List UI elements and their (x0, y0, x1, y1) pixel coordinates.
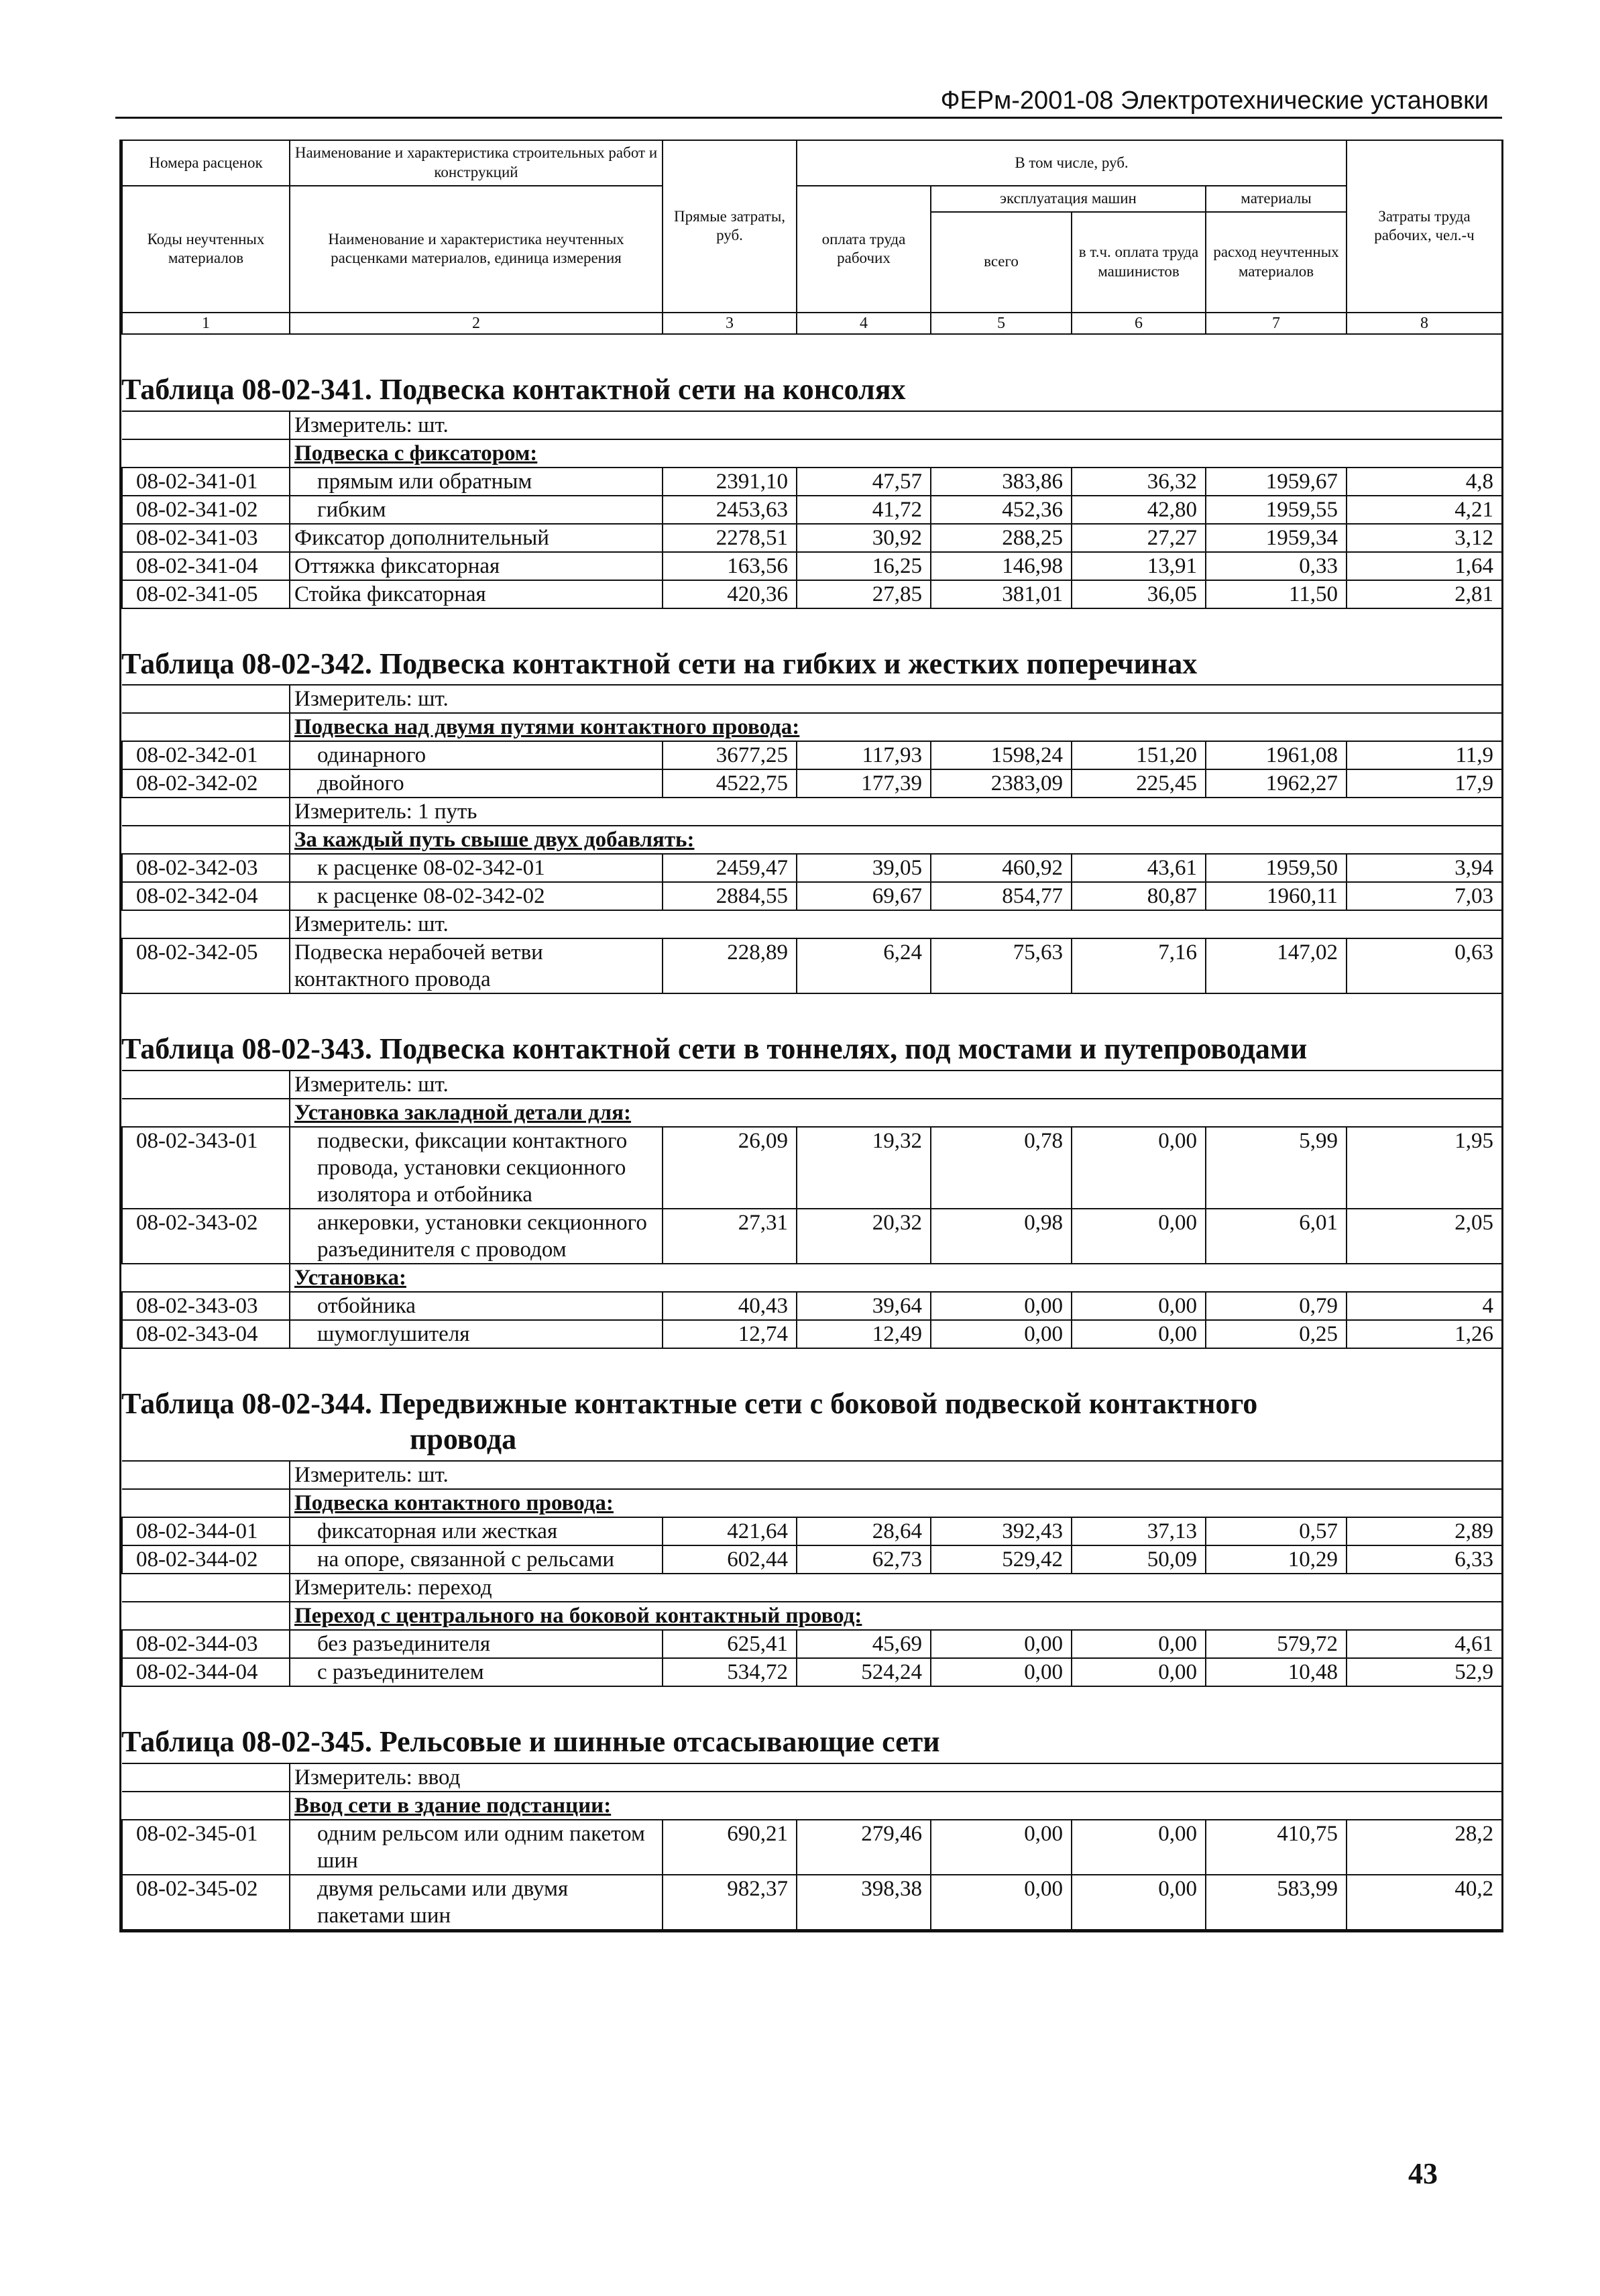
labor-costs-value: 1,26 (1347, 1320, 1502, 1348)
rate-code: 08-02-342-02 (122, 769, 290, 798)
direct-costs-value: 228,89 (663, 938, 797, 993)
operator-pay-value: 0,00 (1072, 1292, 1206, 1320)
label-text: Подвеска с фиксатором: (294, 441, 538, 466)
label-spacer (122, 1489, 290, 1517)
material-usage-value: 579,72 (1206, 1630, 1347, 1658)
label-spacer (122, 1264, 290, 1292)
labor-costs-value: 4,8 (1347, 468, 1502, 496)
table-title-text: Таблица 08-02-343. Подвеска контактной сети в тоннелях, под мостами и путепроводами (121, 1032, 1308, 1066)
direct-costs-value: 27,31 (663, 1209, 797, 1264)
rate-row (122, 1545, 1502, 1574)
operator-pay-value: 7,16 (1072, 938, 1206, 993)
material-usage-value: 1959,67 (1206, 468, 1347, 496)
rate-code: 08-02-343-01 (122, 1127, 290, 1209)
machines-total-value: 381,01 (931, 580, 1072, 608)
rate-row (122, 769, 1502, 798)
measure-unit-label (290, 910, 1502, 938)
rate-row (122, 741, 1502, 769)
material-usage-value: 0,33 (1206, 552, 1347, 580)
label-spacer (122, 826, 290, 854)
operator-pay-value: 225,45 (1072, 769, 1206, 798)
label-text: Измеритель: шт. (294, 1073, 449, 1097)
labor-costs-value: 3,12 (1347, 524, 1502, 552)
rate-code: 08-02-344-03 (122, 1630, 290, 1658)
material-usage-value: 0,25 (1206, 1320, 1347, 1348)
rate-row (122, 1292, 1502, 1320)
operator-pay-value: 0,00 (1072, 1209, 1206, 1264)
labor-costs-value: 0,63 (1347, 938, 1502, 993)
machines-total-value: 0,00 (931, 1875, 1072, 1930)
rate-code: 08-02-342-03 (122, 854, 290, 882)
worker-pay-value: 30,92 (797, 524, 931, 552)
labor-costs-value: 2,81 (1347, 580, 1502, 608)
table-title (121, 609, 1501, 685)
page-header (115, 86, 1502, 119)
rates-table (121, 1460, 1503, 1687)
material-usage-value: 1959,55 (1206, 496, 1347, 524)
machines-total-value: 75,63 (931, 938, 1072, 993)
rate-name: на опоре, связанной с рельсами (290, 1545, 663, 1574)
operator-pay-value: 0,00 (1072, 1127, 1206, 1209)
rate-name: с разъединителем (290, 1658, 663, 1686)
group-heading (290, 826, 1502, 854)
column-number: 6 (1072, 313, 1206, 334)
rate-code: 08-02-342-01 (122, 741, 290, 769)
worker-pay-value: 41,72 (797, 496, 931, 524)
rates-table (121, 1763, 1503, 1930)
col-material-codes-header: Коды неучтенных материалов (122, 186, 290, 313)
label-spacer (122, 1574, 290, 1602)
labor-costs-value: 11,9 (1347, 741, 1502, 769)
labor-costs-value: 1,95 (1347, 1127, 1502, 1209)
measure-unit-row (122, 798, 1502, 826)
rate-code: 08-02-344-01 (122, 1517, 290, 1545)
measure-unit-row (122, 411, 1502, 439)
operator-pay-value: 36,05 (1072, 580, 1206, 608)
machines-total-value: 460,92 (931, 854, 1072, 882)
rate-code: 08-02-341-02 (122, 496, 290, 524)
rate-code: 08-02-341-03 (122, 524, 290, 552)
rate-row (122, 496, 1502, 524)
machines-total-value: 529,42 (931, 1545, 1072, 1574)
group-heading (290, 1792, 1502, 1820)
worker-pay-value: 398,38 (797, 1875, 931, 1930)
rate-name: одинарного (290, 741, 663, 769)
material-usage-value: 0,57 (1206, 1517, 1347, 1545)
rate-code: 08-02-344-04 (122, 1658, 290, 1686)
measure-unit-row (122, 1763, 1502, 1792)
machines-total-value: 0,00 (931, 1292, 1072, 1320)
direct-costs-value: 3677,25 (663, 741, 797, 769)
rate-code: 08-02-345-01 (122, 1820, 290, 1875)
rate-name: Стойка фиксаторная (290, 580, 663, 608)
material-usage-value: 5,99 (1206, 1127, 1347, 1209)
operator-pay-value: 37,13 (1072, 1517, 1206, 1545)
rate-code: 08-02-345-02 (122, 1875, 290, 1930)
rate-name: Подвеска нерабочей ветви контактного провода (290, 938, 663, 993)
material-usage-value: 1959,50 (1206, 854, 1347, 882)
label-spacer (122, 411, 290, 439)
machines-total-value: 854,77 (931, 882, 1072, 910)
rate-name: прямым или обратным (290, 468, 663, 496)
column-header-table (121, 140, 1503, 335)
operator-pay-value: 0,00 (1072, 1320, 1206, 1348)
col-work-name-header: Наименование и характеристика строительных работ и конструкций (290, 140, 663, 186)
table-title (121, 1687, 1501, 1763)
group-heading-row (122, 1099, 1502, 1127)
direct-costs-value: 690,21 (663, 1820, 797, 1875)
direct-costs-value: 534,72 (663, 1658, 797, 1686)
measure-unit-row (122, 685, 1502, 713)
machines-total-value: 0,98 (931, 1209, 1072, 1264)
operator-pay-value: 0,00 (1072, 1630, 1206, 1658)
rates-table (121, 684, 1503, 994)
worker-pay-value: 27,85 (797, 580, 931, 608)
group-heading (290, 1489, 1502, 1517)
machines-total-value: 0,00 (931, 1630, 1072, 1658)
worker-pay-value: 69,67 (797, 882, 931, 910)
group-heading (290, 713, 1502, 741)
column-number: 1 (122, 313, 290, 334)
direct-costs-value: 40,43 (663, 1292, 797, 1320)
rate-row (122, 854, 1502, 882)
direct-costs-value: 982,37 (663, 1875, 797, 1930)
machines-total-value: 452,36 (931, 496, 1072, 524)
group-heading-row (122, 713, 1502, 741)
direct-costs-value: 2459,47 (663, 854, 797, 882)
label-spacer (122, 685, 290, 713)
material-usage-value: 1961,08 (1206, 741, 1347, 769)
group-heading-row (122, 1792, 1502, 1820)
machines-total-value: 0,00 (931, 1320, 1072, 1348)
rate-code: 08-02-342-05 (122, 938, 290, 993)
worker-pay-value: 45,69 (797, 1630, 931, 1658)
labor-costs-value: 17,9 (1347, 769, 1502, 798)
rate-name: Оттяжка фиксаторная (290, 552, 663, 580)
group-heading-row (122, 439, 1502, 468)
label-text: Измеритель: шт. (294, 413, 449, 437)
rate-name: одним рельсом или одним пакетом шин (290, 1820, 663, 1875)
worker-pay-value: 279,46 (797, 1820, 931, 1875)
rate-name: Фиксатор дополнительный (290, 524, 663, 552)
rate-name: фиксаторная или жесткая (290, 1517, 663, 1545)
labor-costs-value: 52,9 (1347, 1658, 1502, 1686)
measure-unit-label (290, 1461, 1502, 1489)
operator-pay-value: 151,20 (1072, 741, 1206, 769)
table-title-text: Таблица 08-02-341. Подвеска контактной сети на консолях (121, 372, 906, 406)
labor-costs-value: 3,94 (1347, 854, 1502, 882)
machines-total-value: 0,00 (931, 1820, 1072, 1875)
table-title (121, 335, 1501, 411)
rate-row (122, 1320, 1502, 1348)
material-usage-value: 11,50 (1206, 580, 1347, 608)
direct-costs-value: 2278,51 (663, 524, 797, 552)
rate-row (122, 1820, 1502, 1875)
rates-table (121, 1070, 1503, 1349)
labor-costs-value: 6,33 (1347, 1545, 1502, 1574)
label-spacer (122, 798, 290, 826)
operator-pay-value: 0,00 (1072, 1658, 1206, 1686)
measure-unit-label (290, 411, 1502, 439)
col-operator-pay-header: в т.ч. оплата труда машинистов (1072, 212, 1206, 313)
labor-costs-value: 1,64 (1347, 552, 1502, 580)
operator-pay-value: 0,00 (1072, 1875, 1206, 1930)
direct-costs-value: 12,74 (663, 1320, 797, 1348)
operator-pay-value: 0,00 (1072, 1820, 1206, 1875)
column-number: 5 (931, 313, 1072, 334)
rate-name: анкеровки, установки секционного разъединителя с проводом (290, 1209, 663, 1264)
worker-pay-value: 47,57 (797, 468, 931, 496)
header-title: ФЕРм-2001-08 Электротехнические установки (940, 87, 1489, 115)
rate-code: 08-02-344-02 (122, 1545, 290, 1574)
rate-name: к расценке 08-02-342-02 (290, 882, 663, 910)
measure-unit-row (122, 910, 1502, 938)
rate-code: 08-02-341-01 (122, 468, 290, 496)
labor-costs-value: 40,2 (1347, 1875, 1502, 1930)
machines-total-value: 0,00 (931, 1658, 1072, 1686)
measure-unit-label (290, 1763, 1502, 1792)
column-number: 4 (797, 313, 931, 334)
material-usage-value: 0,79 (1206, 1292, 1347, 1320)
worker-pay-value: 16,25 (797, 552, 931, 580)
worker-pay-value: 39,64 (797, 1292, 931, 1320)
rate-name: двойного (290, 769, 663, 798)
measure-unit-row (122, 1071, 1502, 1099)
rate-code: 08-02-342-04 (122, 882, 290, 910)
label-text: За каждый путь свыше двух добавлять: (294, 828, 695, 853)
table-title-text: Таблица 08-02-345. Рельсовые и шинные отсасывающие сети (121, 1725, 940, 1758)
label-text: Установка: (294, 1266, 406, 1291)
label-spacer (122, 1763, 290, 1792)
label-spacer (122, 1602, 290, 1630)
group-heading-row (122, 1489, 1502, 1517)
column-number: 7 (1206, 313, 1347, 334)
label-spacer (122, 1099, 290, 1127)
group-heading (290, 439, 1502, 468)
measure-unit-row (122, 1574, 1502, 1602)
rate-code: 08-02-343-02 (122, 1209, 290, 1264)
col-direct-costs-header: Прямые затраты, руб. (663, 140, 797, 313)
label-text: Установка закладной детали для: (294, 1101, 632, 1126)
rate-name: подвески, фиксации контактного провода, установки секционного изолятора и отбойника (290, 1127, 663, 1209)
label-text: Ввод сети в здание подстанции: (294, 1793, 612, 1818)
direct-costs-value: 2884,55 (663, 882, 797, 910)
machines-total-value: 0,78 (931, 1127, 1072, 1209)
group-heading (290, 1264, 1502, 1292)
operator-pay-value: 80,87 (1072, 882, 1206, 910)
operator-pay-value: 42,80 (1072, 496, 1206, 524)
machines-total-value: 146,98 (931, 552, 1072, 580)
measure-unit-row (122, 1461, 1502, 1489)
machines-total-value: 288,25 (931, 524, 1072, 552)
rate-row (122, 1658, 1502, 1686)
col-materials-header: материалы (1206, 186, 1347, 212)
group-heading-row (122, 1264, 1502, 1292)
operator-pay-value: 27,27 (1072, 524, 1206, 552)
material-usage-value: 6,01 (1206, 1209, 1347, 1264)
rate-name: к расценке 08-02-342-01 (290, 854, 663, 882)
table-title-text: Таблица 08-02-342. Подвеска контактной сети на гибких и жестких поперечинах (121, 647, 1198, 680)
direct-costs-value: 420,36 (663, 580, 797, 608)
label-spacer (122, 713, 290, 741)
worker-pay-value: 62,73 (797, 1545, 931, 1574)
rates-document (119, 140, 1503, 1932)
label-text: Измеритель: шт. (294, 1462, 449, 1487)
labor-costs-value: 28,2 (1347, 1820, 1502, 1875)
machines-total-value: 1598,24 (931, 741, 1072, 769)
labor-costs-value: 2,05 (1347, 1209, 1502, 1264)
group-heading-row (122, 1602, 1502, 1630)
direct-costs-value: 2453,63 (663, 496, 797, 524)
rate-row (122, 1630, 1502, 1658)
rate-row (122, 524, 1502, 552)
direct-costs-value: 602,44 (663, 1545, 797, 1574)
worker-pay-value: 12,49 (797, 1320, 931, 1348)
labor-costs-value: 4 (1347, 1292, 1502, 1320)
worker-pay-value: 39,05 (797, 854, 931, 882)
col-including-header: В том числе, руб. (797, 140, 1347, 186)
rate-row (122, 1127, 1502, 1209)
col-material-name-header: Наименование и характеристика неучтенных расценками материалов, единица измерения (290, 186, 663, 313)
worker-pay-value: 6,24 (797, 938, 931, 993)
machines-total-value: 2383,09 (931, 769, 1072, 798)
group-heading (290, 1602, 1502, 1630)
direct-costs-value: 4522,75 (663, 769, 797, 798)
col-material-usage-header: расход неучтенных материалов (1206, 212, 1347, 313)
rate-row (122, 882, 1502, 910)
page-number: 43 (1408, 2157, 1438, 2190)
worker-pay-value: 177,39 (797, 769, 931, 798)
rate-code: 08-02-343-03 (122, 1292, 290, 1320)
col-machines-header: эксплуатация машин (931, 186, 1206, 212)
label-text: Измеритель: шт. (294, 687, 449, 712)
label-text: Измеритель: шт. (294, 912, 449, 937)
direct-costs-value: 2391,10 (663, 468, 797, 496)
rate-row (122, 580, 1502, 608)
machines-total-value: 392,43 (931, 1517, 1072, 1545)
table-title (121, 1349, 1501, 1460)
material-usage-value: 10,48 (1206, 1658, 1347, 1686)
rate-name: шумоглушителя (290, 1320, 663, 1348)
column-number: 3 (663, 313, 797, 334)
material-usage-value: 1960,11 (1206, 882, 1347, 910)
worker-pay-value: 28,64 (797, 1517, 931, 1545)
table-title-text: Таблица 08-02-344. Передвижные контактные сети с боковой подвеской контактного (121, 1387, 1258, 1421)
column-number: 2 (290, 313, 663, 334)
group-heading (290, 1099, 1502, 1127)
direct-costs-value: 421,64 (663, 1517, 797, 1545)
table-title (121, 994, 1501, 1070)
col-rate-number-header: Номера расценок (122, 140, 290, 186)
rate-row (122, 938, 1502, 993)
operator-pay-value: 13,91 (1072, 552, 1206, 580)
labor-costs-value: 7,03 (1347, 882, 1502, 910)
label-text: Измеритель: ввод (294, 1765, 461, 1790)
column-number: 8 (1347, 313, 1502, 334)
col-labor-costs-header: Затраты труда рабочих, чел.-ч (1347, 140, 1502, 313)
rate-row (122, 1209, 1502, 1264)
col-worker-pay-header: оплата труда рабочих (797, 186, 931, 313)
label-spacer (122, 910, 290, 938)
direct-costs-value: 26,09 (663, 1127, 797, 1209)
col-machines-total-header: всего (931, 212, 1072, 313)
rate-code: 08-02-341-05 (122, 580, 290, 608)
material-usage-value: 1959,34 (1206, 524, 1347, 552)
column-numbers-row (122, 313, 1502, 334)
label-text: Подвеска над двумя путями контактного провода: (294, 715, 800, 740)
operator-pay-value: 36,32 (1072, 468, 1206, 496)
label-spacer (122, 1461, 290, 1489)
label-spacer (122, 1071, 290, 1099)
measure-unit-label (290, 798, 1502, 826)
labor-costs-value: 4,21 (1347, 496, 1502, 524)
operator-pay-value: 43,61 (1072, 854, 1206, 882)
direct-costs-value: 163,56 (663, 552, 797, 580)
label-text: Измеритель: 1 путь (294, 800, 477, 824)
rate-row (122, 1517, 1502, 1545)
operator-pay-value: 50,09 (1072, 1545, 1206, 1574)
rate-code: 08-02-343-04 (122, 1320, 290, 1348)
sections-container (121, 335, 1501, 1930)
label-text: Подвеска контактного провода: (294, 1490, 614, 1515)
measure-unit-label (290, 685, 1502, 713)
material-usage-value: 583,99 (1206, 1875, 1347, 1930)
rate-name: двумя рельсами или двумя пакетами шин (290, 1875, 663, 1930)
rate-row (122, 468, 1502, 496)
worker-pay-value: 19,32 (797, 1127, 931, 1209)
rates-table (121, 411, 1503, 609)
group-heading-row (122, 826, 1502, 854)
measure-unit-label (290, 1574, 1502, 1602)
material-usage-value: 147,02 (1206, 938, 1347, 993)
rate-row (122, 1875, 1502, 1930)
label-text: Переход с центрального на боковой контактный провод: (294, 1603, 862, 1628)
direct-costs-value: 625,41 (663, 1630, 797, 1658)
worker-pay-value: 20,32 (797, 1209, 931, 1264)
rate-name: без разъединителя (290, 1630, 663, 1658)
rate-row (122, 552, 1502, 580)
machines-total-value: 383,86 (931, 468, 1072, 496)
measure-unit-label (290, 1071, 1502, 1099)
rate-name: отбойника (290, 1292, 663, 1320)
rate-name: гибким (290, 496, 663, 524)
rate-code: 08-02-341-04 (122, 552, 290, 580)
label-text: Измеритель: переход (294, 1575, 492, 1600)
worker-pay-value: 117,93 (797, 741, 931, 769)
label-spacer (122, 1792, 290, 1820)
labor-costs-value: 4,61 (1347, 1630, 1502, 1658)
material-usage-value: 10,29 (1206, 1545, 1347, 1574)
labor-costs-value: 2,89 (1347, 1517, 1502, 1545)
table-title-continuation: провода (410, 1422, 517, 1456)
material-usage-value: 1962,27 (1206, 769, 1347, 798)
label-spacer (122, 439, 290, 468)
material-usage-value: 410,75 (1206, 1820, 1347, 1875)
worker-pay-value: 524,24 (797, 1658, 931, 1686)
